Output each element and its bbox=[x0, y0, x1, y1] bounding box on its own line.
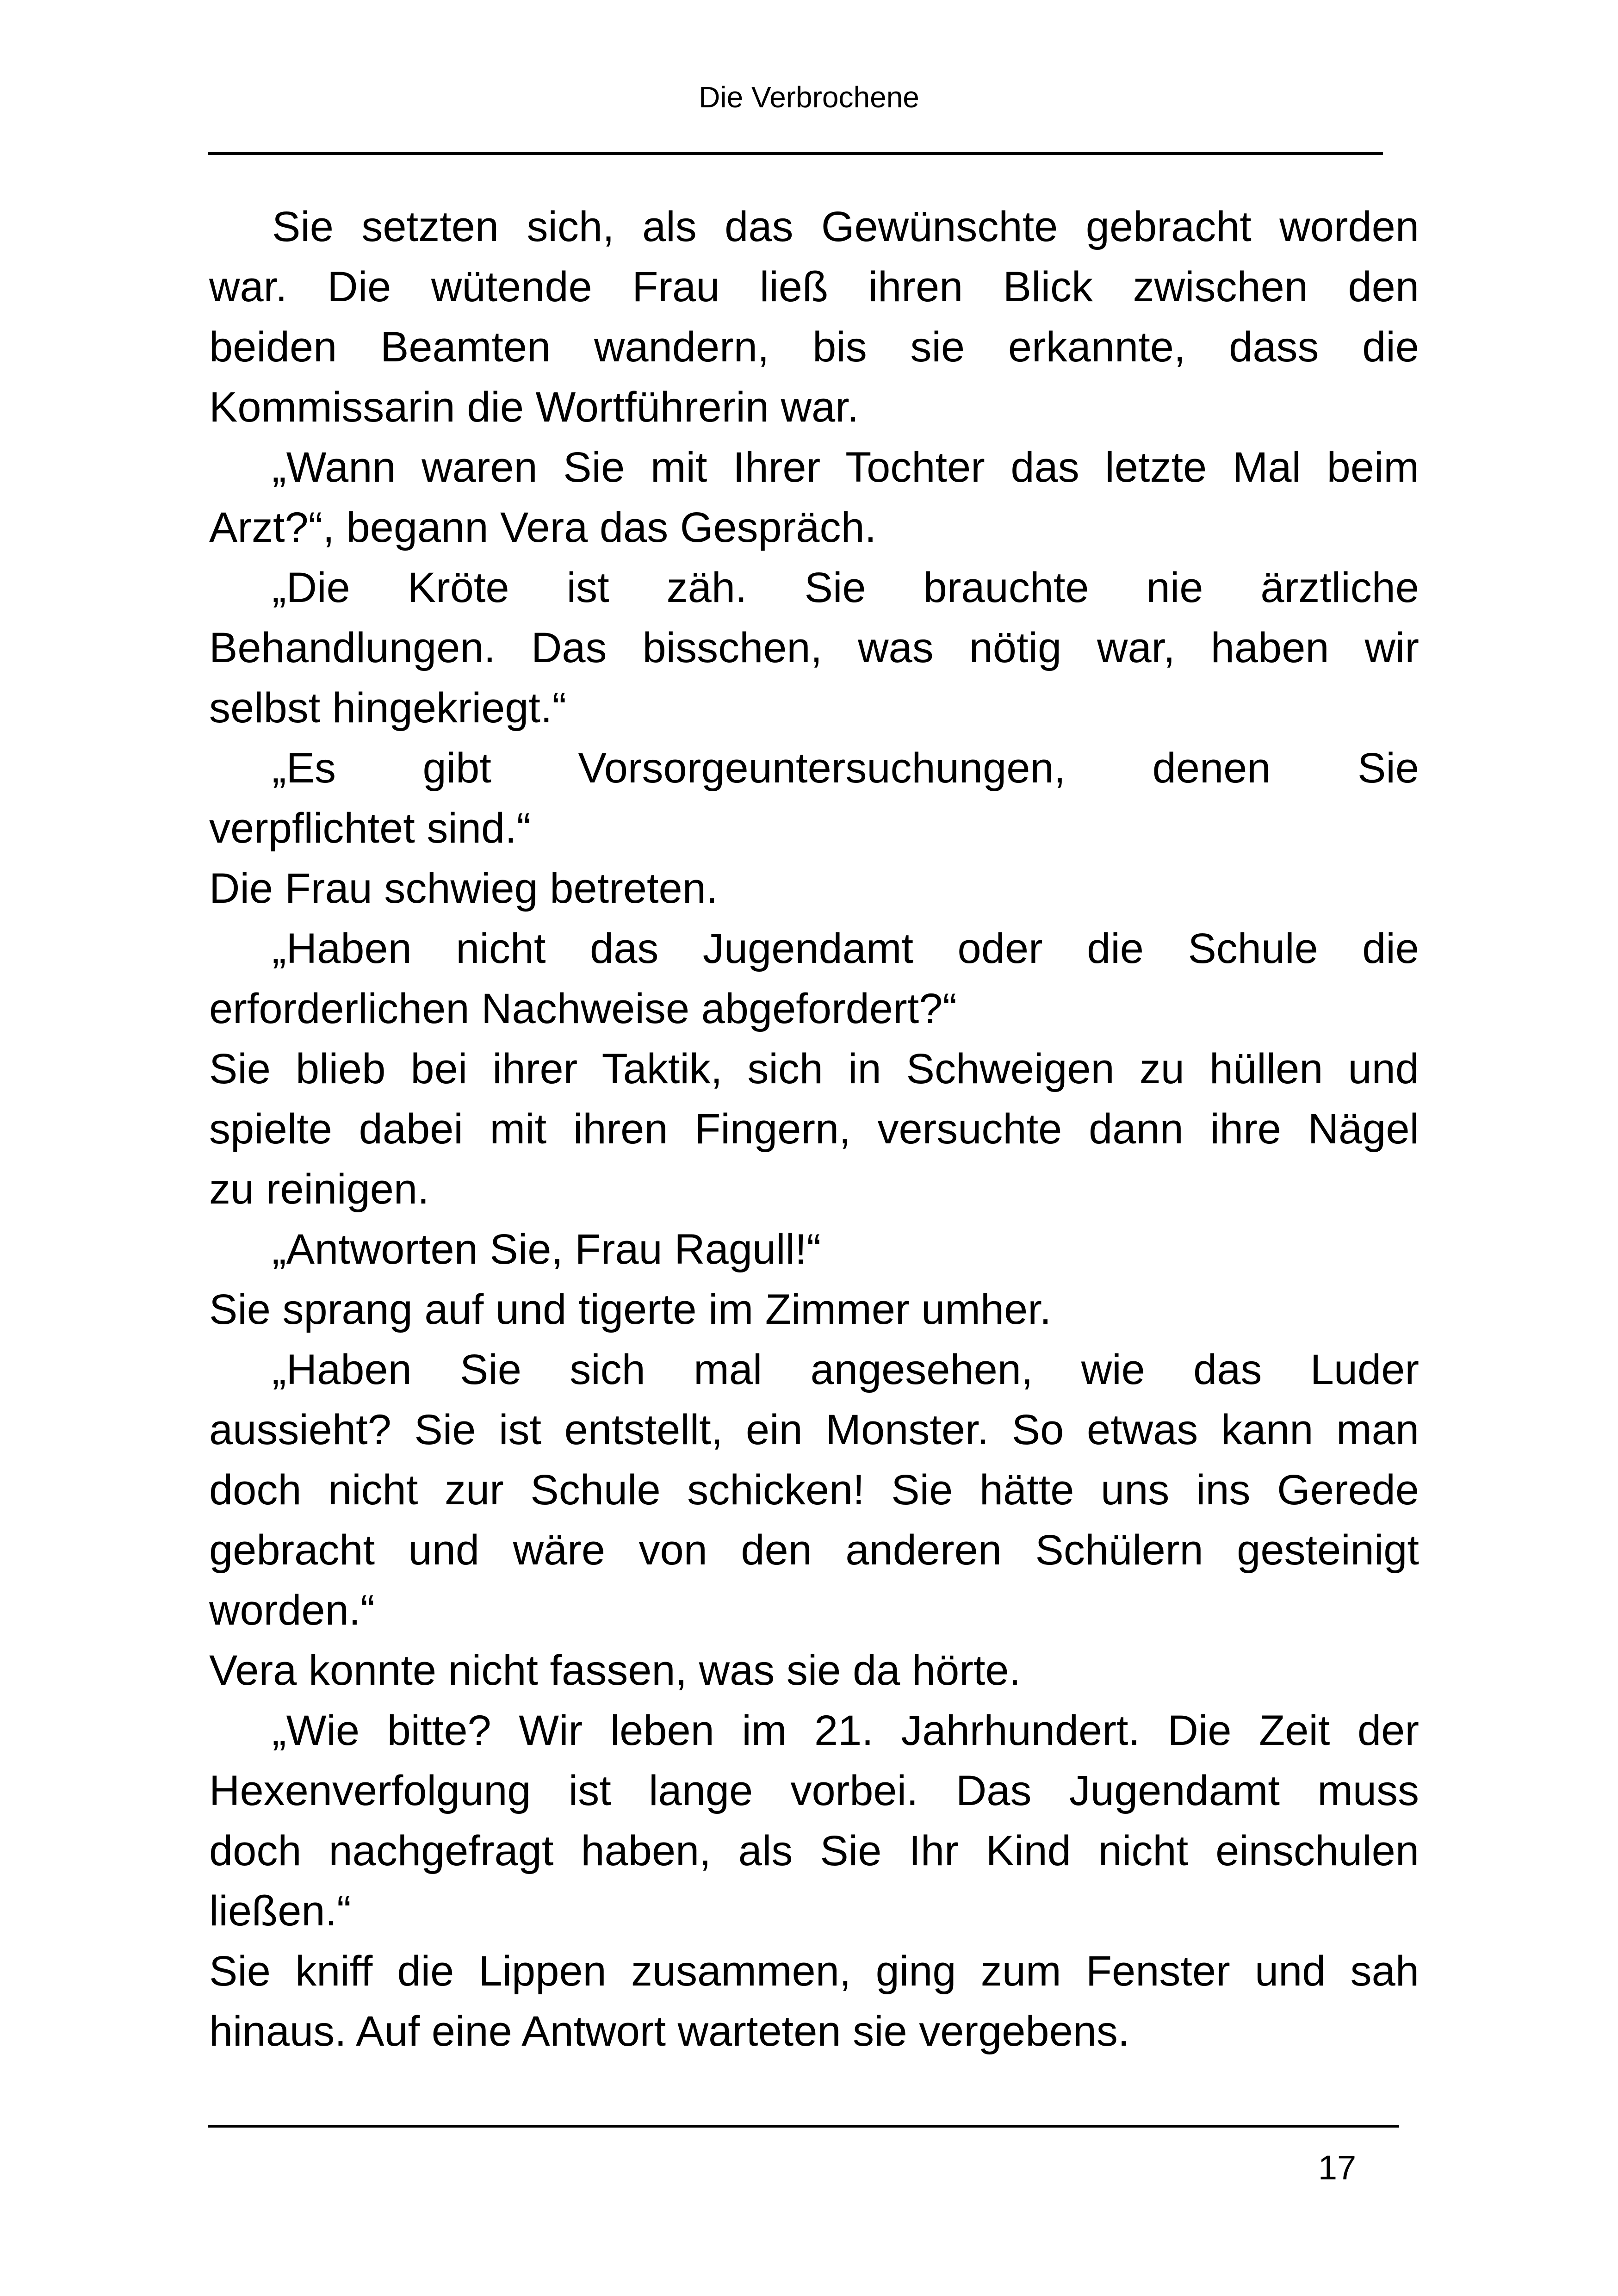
text-line: „Haben nicht das Jugendamt oder die Schule die bbox=[272, 925, 1419, 972]
text-line: Arzt?“, begann Vera das Gespräch. bbox=[209, 504, 877, 551]
body-text bbox=[209, 197, 1419, 2061]
text-line: doch nicht zur Schule schicken! Sie hätte uns ins Gerede bbox=[209, 1466, 1419, 1514]
text-line: Die Frau schwieg betreten. bbox=[209, 865, 718, 912]
text-line: Sie sprang auf und tigerte im Zimmer umher. bbox=[209, 1286, 1052, 1333]
text-line: Kommissarin die Wortführerin war. bbox=[209, 384, 859, 431]
text-line: hinaus. Auf eine Antwort warteten sie vergebens. bbox=[209, 2008, 1130, 2055]
text-line: „Wie bitte? Wir leben im 21. Jahrhundert. Die Zeit der bbox=[272, 1707, 1419, 1754]
text-line: doch nachgefragt haben, als Sie Ihr Kind nicht einschulen bbox=[209, 1827, 1419, 1874]
footer-rule bbox=[208, 2125, 1399, 2128]
page-number: 17 bbox=[1318, 2148, 1357, 2187]
text-line: Sie blieb bei ihrer Taktik, sich in Schweigen zu hüllen und bbox=[209, 1045, 1419, 1092]
text-line: „Die Kröte ist zäh. Sie brauchte nie ärztliche bbox=[272, 564, 1419, 611]
text-line: zu reinigen. bbox=[209, 1166, 429, 1213]
text-line: war. Die wütende Frau ließ ihren Blick zwischen den bbox=[209, 263, 1419, 310]
text-line: spielte dabei mit ihren Fingern, versuchte dann ihre Nägel bbox=[209, 1105, 1419, 1153]
header-rule bbox=[208, 152, 1383, 155]
text-line: ließen.“ bbox=[209, 1887, 351, 1935]
text-line: Behandlungen. Das bisschen, was nötig war, haben wir bbox=[209, 624, 1419, 671]
text-line: „Wann waren Sie mit Ihrer Tochter das letzte Mal beim bbox=[272, 444, 1419, 491]
text-line: gebracht und wäre von den anderen Schülern gesteinigt bbox=[209, 1527, 1419, 1574]
text-line: beiden Beamten wandern, bis sie erkannte, dass die bbox=[209, 323, 1419, 371]
text-line: selbst hingekriegt.“ bbox=[209, 684, 567, 732]
text-line: Vera konnte nicht fassen, was sie da hörte. bbox=[209, 1647, 1021, 1694]
text-line: „Es gibt Vorsorgeuntersuchungen, denen Sie bbox=[272, 745, 1419, 792]
text-line: aussieht? Sie ist entstellt, ein Monster. So etwas kann man bbox=[209, 1406, 1419, 1453]
text-line: „Antworten Sie, Frau Ragull!“ bbox=[272, 1226, 821, 1273]
text-line: Sie setzten sich, als das Gewünschte gebracht worden bbox=[272, 203, 1419, 250]
text-line: „Haben Sie sich mal angesehen, wie das Luder bbox=[272, 1346, 1419, 1393]
text-line: Sie kniff die Lippen zusammen, ging zum Fenster und sah bbox=[209, 1948, 1419, 1995]
text-line: worden.“ bbox=[209, 1587, 375, 1634]
text-line: erforderlichen Nachweise abgefordert?“ bbox=[209, 985, 957, 1032]
running-header: Die Verbrochene bbox=[699, 81, 919, 114]
text-line: verpflichtet sind.“ bbox=[209, 805, 531, 852]
text-line: Hexenverfolgung ist lange vorbei. Das Jugendamt muss bbox=[209, 1767, 1419, 1814]
